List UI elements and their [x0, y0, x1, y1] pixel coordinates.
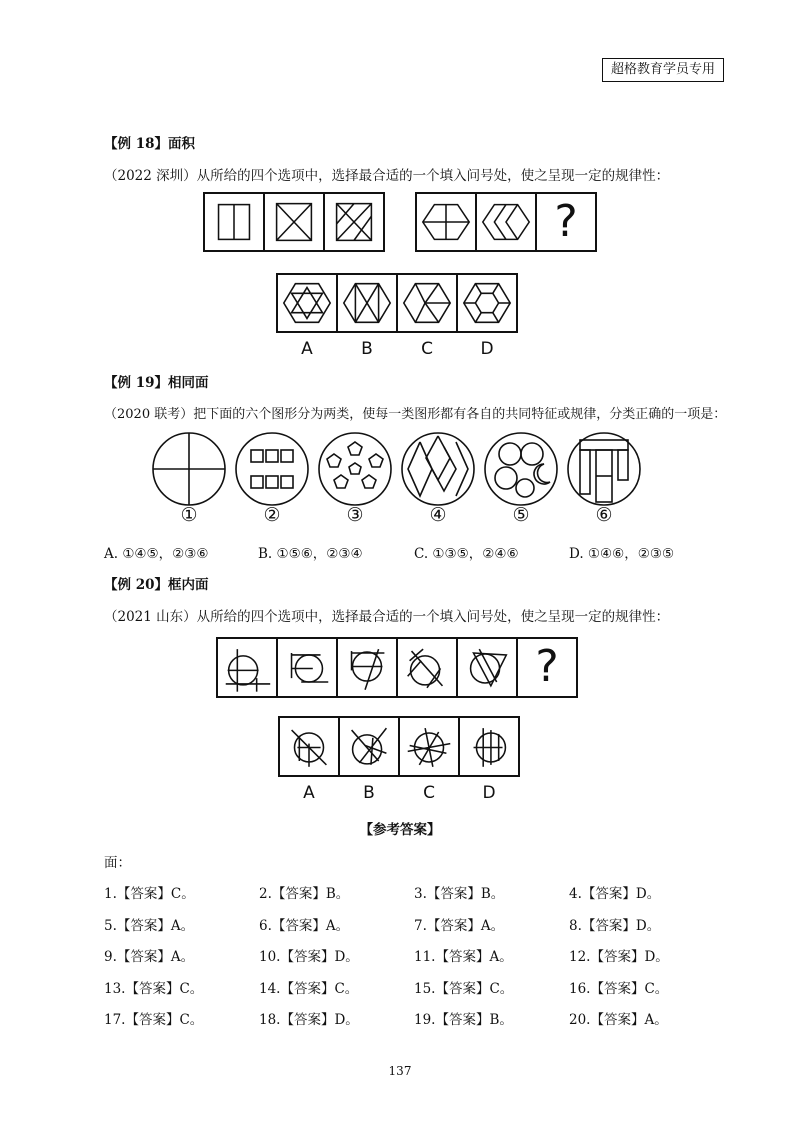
ex20-label-d: D: [482, 783, 496, 803]
ex18-title: 【例 18】面积: [104, 136, 195, 152]
ex19-question: （2020 联考）把下面的六个图形分为两类，使每一类图形都有各自的共同特征或规律，分类正确的一项是：: [104, 407, 727, 422]
ex19-num-5: ⑤: [512, 504, 530, 526]
ex19-figure-1: [153, 433, 225, 505]
ex20-label-b: B: [363, 783, 375, 803]
ex18-option-b: [336, 273, 398, 333]
ex20-stem-5: [456, 637, 518, 698]
ex19-choice-d: D. ①④⑥，②③⑤: [569, 546, 675, 562]
ex18-label-c: C: [421, 339, 433, 359]
ex18-stem-4: [415, 192, 477, 252]
ex19-figure-6: [568, 433, 640, 505]
answer-item: 17.【答案】C。: [104, 1012, 204, 1028]
answers-section: 面：: [104, 855, 131, 871]
ex20-stem-4: [396, 637, 458, 698]
ex19-title: 【例 19】相同面: [104, 375, 209, 391]
ex20-stem-3: [336, 637, 398, 698]
ex18-question: （2022 深圳）从所给的四个选项中，选择最合适的一个填入问号处，使之呈现一定的规律性：: [104, 168, 670, 184]
ex19-num-4: ④: [429, 504, 447, 526]
answer-item: 6.【答案】A。: [259, 918, 350, 934]
answers-title: 【参考答案】: [359, 822, 441, 838]
answer-item: 19.【答案】B。: [414, 1012, 513, 1028]
answer-item: 18.【答案】D。: [259, 1012, 359, 1028]
ex20-stem-2: [276, 637, 338, 698]
ex18-question-cell: [535, 192, 597, 252]
answer-item: 7.【答案】A。: [414, 918, 505, 934]
ex19-figures: [150, 428, 650, 510]
ex19-num-3: ③: [346, 504, 364, 526]
ex20-label-a: A: [303, 783, 315, 803]
ex19-num-2: ②: [263, 504, 281, 526]
answer-item: 5.【答案】A。: [104, 918, 195, 934]
ex19-figure-3: [319, 433, 391, 505]
ex18-label-a: A: [301, 339, 313, 359]
header-badge: 超格教育学员专用: [602, 58, 724, 82]
answer-item: 12.【答案】D。: [569, 949, 669, 965]
answer-item: 9.【答案】A。: [104, 949, 195, 965]
ex18-stem-5: [475, 192, 537, 252]
answer-item: 13.【答案】C。: [104, 981, 204, 997]
ex18-option-a: [276, 273, 338, 333]
answer-item: 3.【答案】B。: [414, 886, 505, 902]
answer-item: 8.【答案】D。: [569, 918, 661, 934]
ex18-option-d: [456, 273, 518, 333]
answer-item: 20.【答案】A。: [569, 1012, 668, 1028]
ex19-figure-5: [485, 433, 557, 505]
ex19-figure-2: [236, 433, 308, 505]
ex18-stem-3: [323, 192, 385, 252]
ex20-title: 【例 20】框内面: [104, 577, 209, 593]
question-mark: ?: [535, 641, 559, 692]
answer-item: 2.【答案】B。: [259, 886, 350, 902]
ex19-choice-a: A. ①④⑤，②③⑥: [104, 546, 209, 562]
answer-item: 14.【答案】C。: [259, 981, 359, 997]
ex20-option-c: [398, 716, 460, 777]
answer-item: 11.【答案】A。: [414, 949, 513, 965]
ex20-option-d: [458, 716, 520, 777]
ex20-label-c: C: [423, 783, 435, 803]
ex19-choice-b: B. ①⑤⑥，②③④: [258, 546, 363, 562]
answer-item: 10.【答案】D。: [259, 949, 359, 965]
ex18-stem-2: [263, 192, 325, 252]
ex19-num-1: ①: [180, 504, 198, 526]
answer-item: 16.【答案】C。: [569, 981, 669, 997]
ex19-choice-c: C. ①③⑤，②④⑥: [414, 546, 519, 562]
question-mark: ?: [554, 196, 578, 247]
ex20-option-b: [338, 716, 400, 777]
answer-item: 15.【答案】C。: [414, 981, 514, 997]
ex20-option-a: [278, 716, 340, 777]
ex20-question: （2021 山东）从所给的四个选项中，选择最合适的一个填入问号处，使之呈现一定的规律性：: [104, 609, 670, 625]
ex18-option-c: [396, 273, 458, 333]
ex18-stem-1: [203, 192, 265, 252]
ex18-label-b: B: [361, 339, 373, 359]
answer-item: 4.【答案】D。: [569, 886, 661, 902]
ex19-num-6: ⑥: [595, 504, 613, 526]
page-number: 137: [388, 1064, 412, 1078]
ex20-question-cell: [516, 637, 578, 698]
ex20-stem-1: [216, 637, 278, 698]
answer-item: 1.【答案】C。: [104, 886, 195, 902]
ex18-label-d: D: [480, 339, 494, 359]
ex19-figure-4: [402, 433, 474, 505]
